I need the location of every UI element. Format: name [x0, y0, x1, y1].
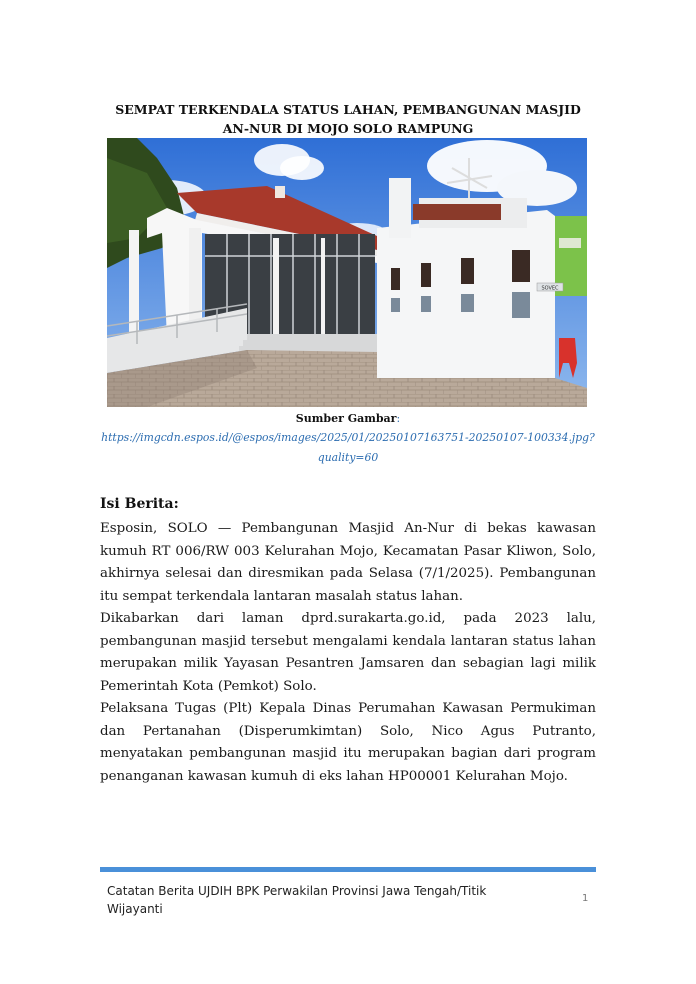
mosque-photo — [107, 138, 587, 407]
article-title: SEMPAT TERKENDALA STATUS LAHAN, PEMBANGUNAN MASJID AN-NUR DI MOJO SOLO RAMPUNG — [115, 102, 581, 136]
image-caption — [100, 409, 596, 468]
footer-divider — [100, 867, 596, 872]
footer-note: Catatan Berita UJDIH BPK Perwakilan Provinsi Jawa Tengah/Titik Wijayanti — [107, 884, 487, 916]
paragraph-1: Esposin, SOLO — Pembangunan Masjid An-Nur di bekas kawasan kumuh RT 006/RW 003 Kelurahan Mojo, Kecamatan Pasar Kliwon, Solo, akhirnya selesai dan diresmikan pada Selasa (7/1/2025). Pembangunan itu sempat terkendala lantaran masalah status lahan. — [100, 521, 596, 604]
article-body — [100, 518, 596, 788]
paragraph-2: Dikabarkan dari laman dprd.surakarta.go.id, pada 2023 lalu, pembangunan masjid tersebut mengalami kendala lantaran status lahan merupakan milik Yayasan Pesantren Jamsaren dan sebagian lagi milik Pemerintah Kota (Pemkot) Solo. — [100, 611, 596, 694]
sign-text: SOVEC — [541, 285, 559, 292]
caption-colon: : — [396, 412, 401, 425]
image-source-link[interactable]: https://imgcdn.espos.id/@espos/images/2025/01/20250107163751-20250107-100334.jpg?quality=60 — [101, 431, 595, 464]
page-number: 1 — [582, 893, 589, 904]
paragraph-3: Pelaksana Tugas (Plt) Kepala Dinas Perumahan Kawasan Permukiman dan Pertanahan (Disperumkimtan) Solo, Nico Agus Putranto, menyatakan pembangunan masjid itu merupakan bagian dari program penanganan kawasan kumuh di eks lahan HP00001 Kelurahan Mojo. — [100, 701, 596, 784]
caption-label: Sumber Gambar — [295, 412, 397, 425]
section-heading: Isi Berita: — [100, 496, 179, 512]
